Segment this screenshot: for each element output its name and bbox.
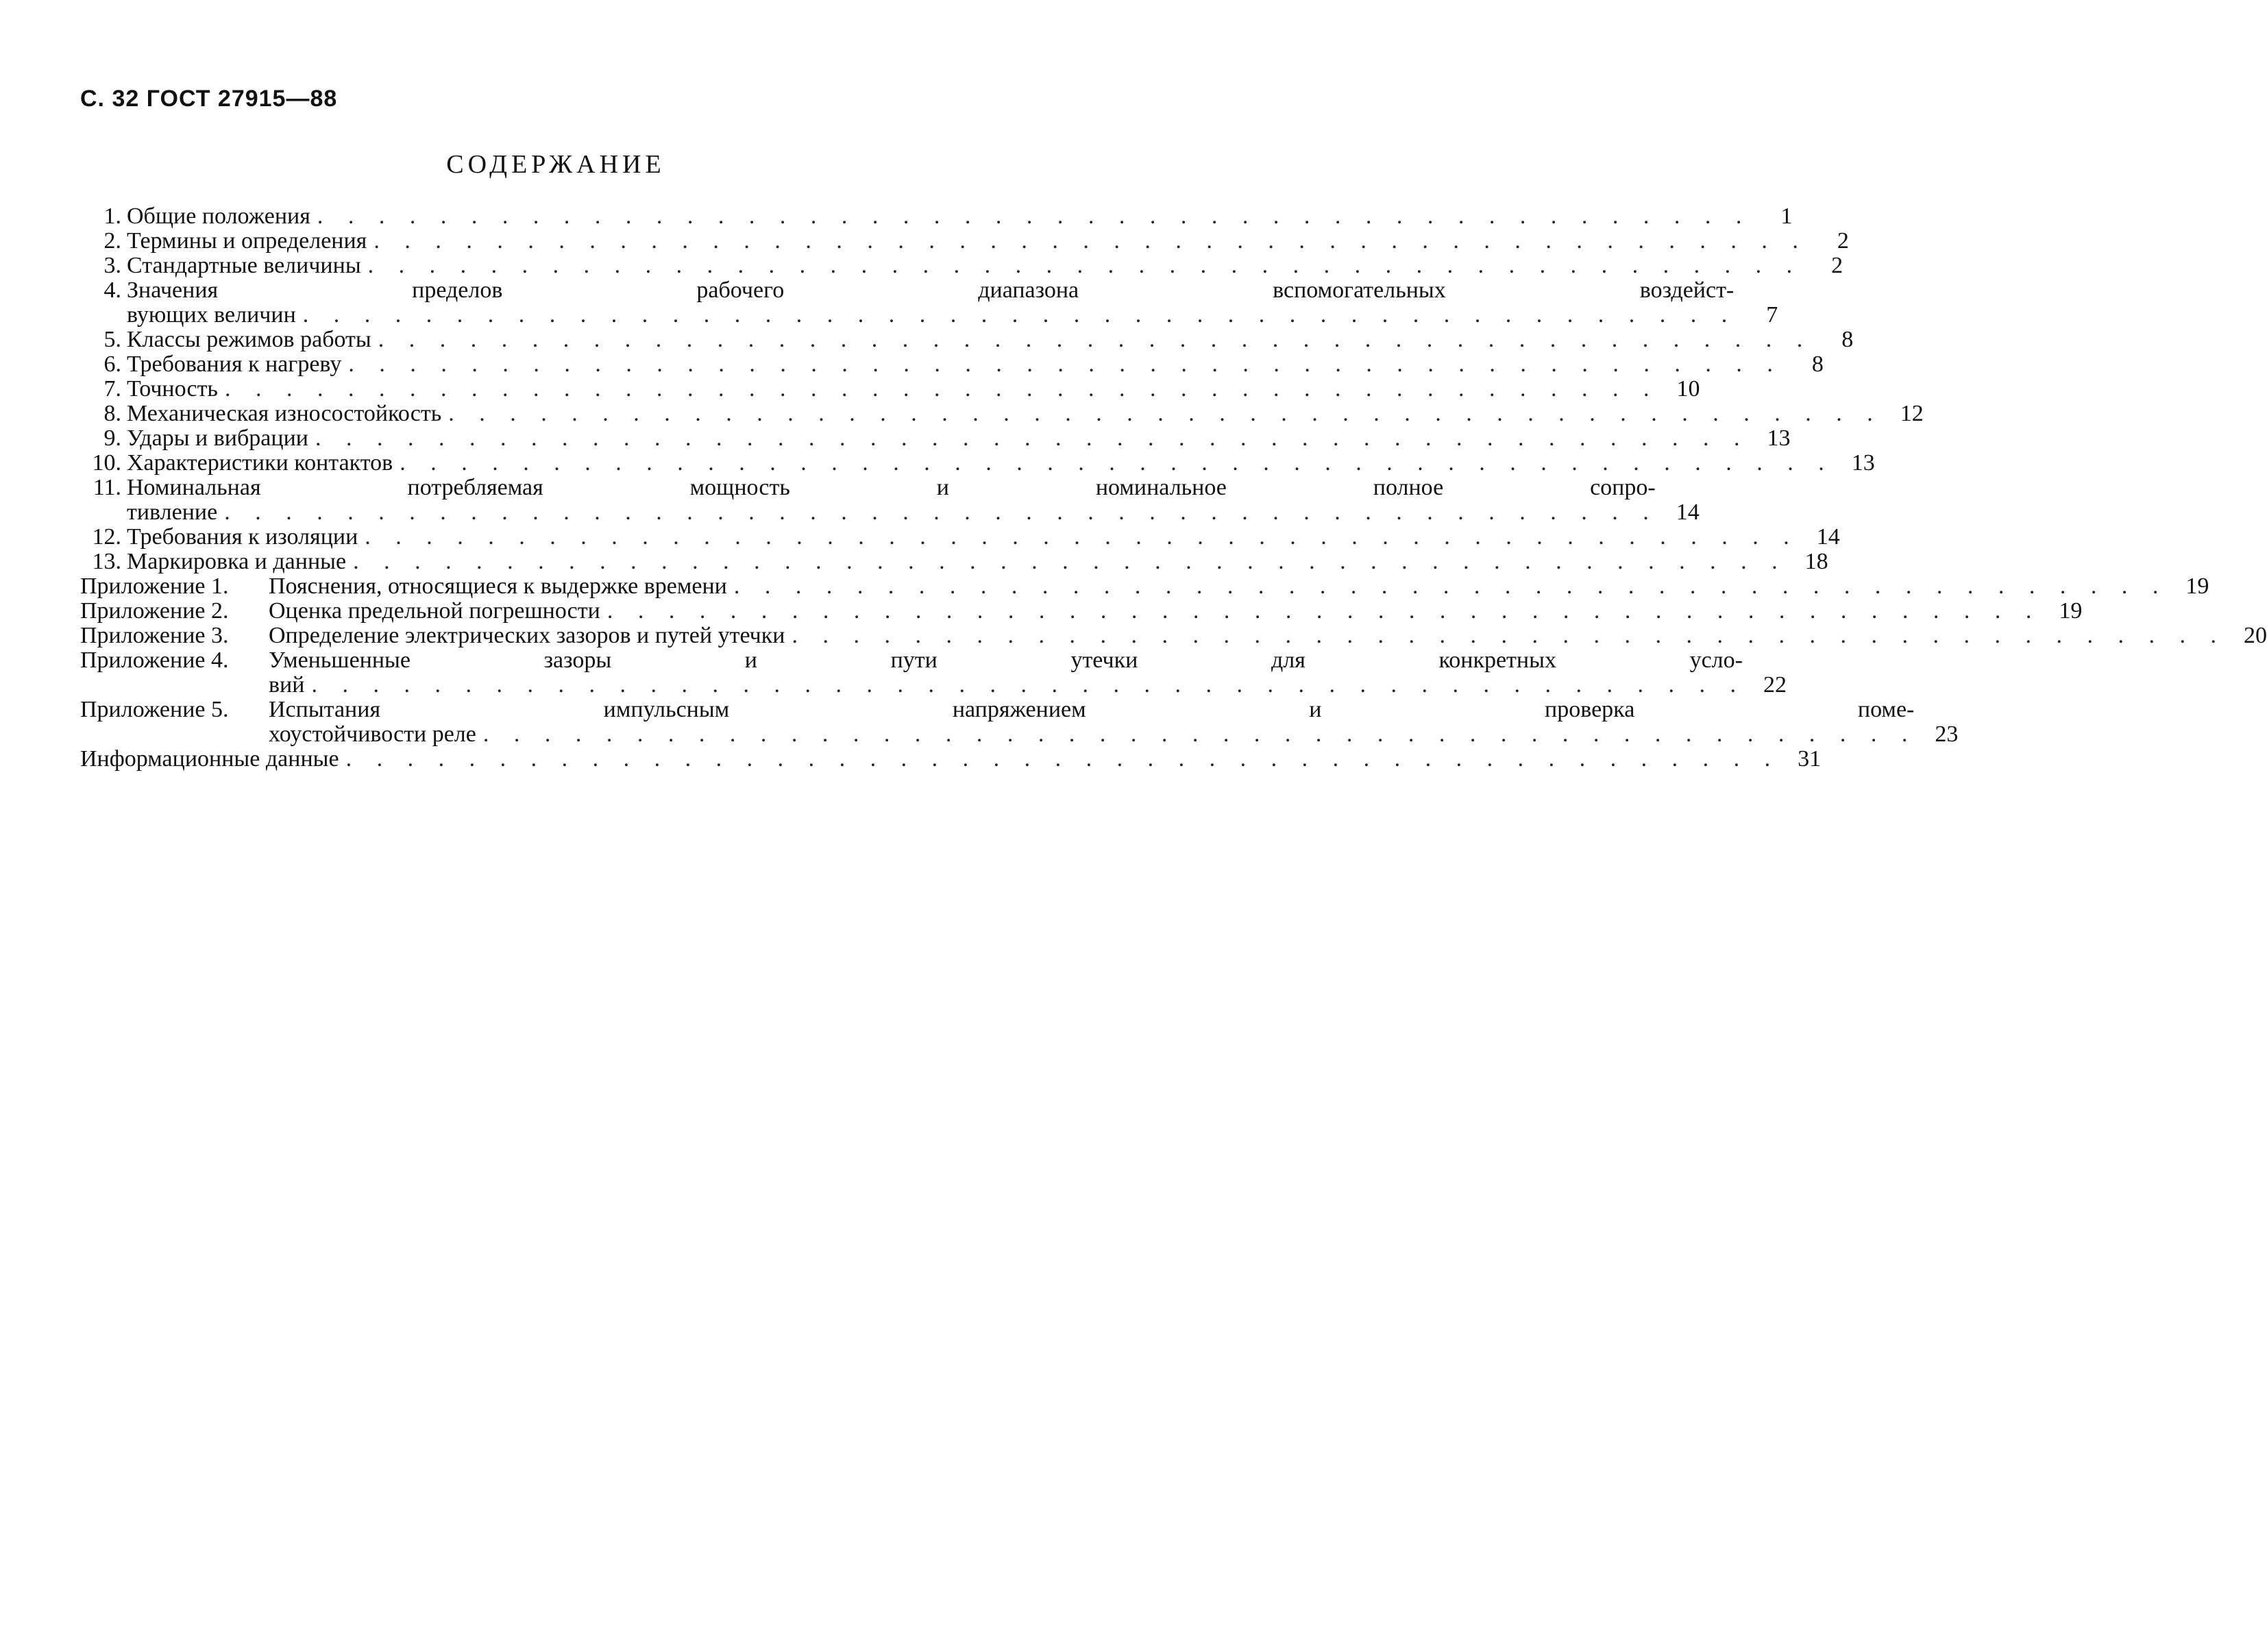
toc-entry-title-continuation: тивление xyxy=(127,500,218,525)
toc-entry[interactable] xyxy=(80,204,1793,229)
toc-appendix-entry[interactable] xyxy=(80,697,1959,747)
appendix-title-continuation: хоустойчивости реле xyxy=(269,722,476,747)
toc-entry-title: Общие положения xyxy=(127,204,310,229)
appendix-page: 22 xyxy=(1763,672,1787,698)
page-header: С. 32 ГОСТ 27915—88 xyxy=(80,86,338,112)
toc-entry-page: 7 xyxy=(1766,302,1778,328)
toc-entry-title: Характеристики контактов xyxy=(127,450,393,476)
toc-entry-number: 12. xyxy=(92,524,121,550)
toc-entry-page: 1 xyxy=(1780,204,1793,229)
appendix-title-line: Испытания импульсным напряжением и проверка поме- xyxy=(269,697,1915,722)
toc-entry-page: 8 xyxy=(1811,352,1824,377)
toc-entry[interactable] xyxy=(80,475,1700,525)
toc-entry-page: 10 xyxy=(1676,376,1700,402)
toc-entry[interactable] xyxy=(80,401,1924,426)
toc-entry-number: 9. xyxy=(103,426,121,451)
toc-entry-number: 11. xyxy=(93,475,121,500)
appendix-label: Приложение 4. xyxy=(80,648,229,673)
toc-entry-title: Классы режимов работы xyxy=(127,327,371,352)
info-title: Информационные данные xyxy=(80,746,339,772)
toc-appendix-entry[interactable] xyxy=(80,598,2083,624)
dot-leader: . . . . . . . . . . . . . . . . . . . . . . . . . . . . . . . . . . . . . . . . . . . . . . . xyxy=(302,302,1737,328)
toc-entry-number: 13. xyxy=(92,549,121,574)
toc-entry[interactable] xyxy=(80,376,1700,402)
dot-leader: . . . . . . . . . . . . . . . . . . . . . . . . . . . . . . . . . . . . . . . . . . . . . . . xyxy=(606,598,2042,624)
toc-entry-title: Удары и вибрации xyxy=(127,426,308,451)
toc-entry-title-continuation: вующих величин xyxy=(127,302,296,328)
toc-entry-number: 4. xyxy=(103,278,121,303)
contents-title: СОДЕРЖАНИЕ xyxy=(446,150,665,179)
table-of-contents xyxy=(80,204,2267,772)
toc-entry[interactable] xyxy=(80,228,1849,254)
dot-leader: . . . . . . . . . . . . . . . . . . . . . . . . . . . . . . . . . . . . . . . . . . . . . . . xyxy=(400,450,1834,476)
dot-leader: . . . . . . . . . . . . . . . . . . . . . . . . . . . . . . . . . . . . . . . . . . . . . . . xyxy=(378,327,1813,352)
appendix-label: Приложение 1. xyxy=(80,574,229,599)
dot-leader: . . . . . . . . . . . . . . . . . . . . . . . . . . . . . . . . . . . . . . . . . . . . . . . xyxy=(353,549,1787,574)
toc-entry-title: Маркировка и данные xyxy=(127,549,347,574)
toc-entry[interactable] xyxy=(80,278,1778,328)
appendix-page: 19 xyxy=(2059,598,2083,624)
info-page: 31 xyxy=(1798,746,1822,772)
toc-entry[interactable] xyxy=(80,253,1843,278)
toc-entry-title: Требования к изоляции xyxy=(127,524,358,550)
toc-entry-title: Требования к нагреву xyxy=(127,352,342,377)
toc-entry-number: 8. xyxy=(103,401,121,426)
toc-entry-number: 1. xyxy=(103,204,121,229)
toc-info-entry[interactable] xyxy=(80,746,1822,772)
dot-leader: . . . . . . . . . . . . . . . . . . . . . . . . . . . . . . . . . . . . . . . . . . . . . . . xyxy=(317,204,1752,229)
toc-entry[interactable] xyxy=(80,524,1840,550)
dot-leader: . . . . . . . . . . . . . . . . . . . . . . . . . . . . . . . . . . . . . . . . . . . . . . . xyxy=(224,376,1659,402)
toc-entry-page: 13 xyxy=(1851,450,1875,476)
appendix-page: 19 xyxy=(2185,574,2209,599)
dot-leader: . . . . . . . . . . . . . . . . . . . . . . . . . . . . . . . . . . . . . . . . . . . . . . . xyxy=(311,672,1745,698)
dot-leader: . . . . . . . . . . . . . . . . . . . . . . . . . . . . . . . . . . . . . . . . . . . . . . . xyxy=(345,746,1780,772)
toc-entry[interactable] xyxy=(80,549,1828,574)
toc-entry-title-line: Значения пределов рабочего диапазона вспомогательных воздейст- xyxy=(127,278,1735,303)
toc-entry-title: Стандартные величины xyxy=(127,253,361,278)
toc-entry[interactable] xyxy=(80,426,1791,451)
dot-leader: . . . . . . . . . . . . . . . . . . . . . . . . . . . . . . . . . . . . . . . . . . . . . . . xyxy=(315,426,1750,451)
toc-entry-page: 13 xyxy=(1767,426,1791,451)
dot-leader: . . . . . . . . . . . . . . . . . . . . . . . . . . . . . . . . . . . . . . . . . . . . . . . xyxy=(224,500,1658,525)
toc-entry-page: 2 xyxy=(1831,253,1843,278)
appendix-title: Пояснения, относящиеся к выдержке времени xyxy=(269,574,727,599)
appendix-title-line: Уменьшенные зазоры и пути утечки для конкретных усло- xyxy=(269,648,1743,673)
dot-leader: . . . . . . . . . . . . . . . . . . . . . . . . . . . . . . . . . . . . . . . . . . . . . . . xyxy=(367,253,1802,278)
appendix-title-continuation: вий xyxy=(269,672,305,698)
toc-entry-page: 14 xyxy=(1816,524,1840,550)
dot-leader: . . . . . . . . . . . . . . . . . . . . . . . . . . . . . . . . . . . . . . . . . . . . . . . xyxy=(373,228,1808,254)
toc-entry-page: 12 xyxy=(1900,401,1924,426)
dot-leader: . . . . . . . . . . . . . . . . . . . . . . . . . . . . . . . . . . . . . . . . . . . . . . . xyxy=(482,722,1917,747)
dot-leader: . . . . . . . . . . . . . . . . . . . . . . . . . . . . . . . . . . . . . . . . . . . . . . . xyxy=(792,623,2226,648)
toc-entry[interactable] xyxy=(80,450,1875,476)
toc-entry[interactable] xyxy=(80,327,1854,352)
appendix-page: 23 xyxy=(1935,722,1959,747)
appendix-label: Приложение 3. xyxy=(80,623,229,648)
toc-entry-page: 18 xyxy=(1804,549,1828,574)
toc-entry-number: 10. xyxy=(92,450,121,476)
dot-leader: . . . . . . . . . . . . . . . . . . . . . . . . . . . . . . . . . . . . . . . . . . . . . . . xyxy=(365,524,1799,550)
dot-leader: . . . . . . . . . . . . . . . . . . . . . . . . . . . . . . . . . . . . . . . . . . . . . . . xyxy=(348,352,1782,377)
toc-entry-number: 5. xyxy=(103,327,121,352)
appendix-label: Приложение 2. xyxy=(80,598,229,624)
toc-entry-title-line: Номинальная потребляемая мощность и номинальное полное сопро- xyxy=(127,475,1656,500)
toc-appendix-entry[interactable] xyxy=(80,623,2267,648)
toc-entry-number: 2. xyxy=(103,228,121,254)
dot-leader: . . . . . . . . . . . . . . . . . . . . . . . . . . . . . . . . . . . . . . . . . . . . . . . xyxy=(733,574,2168,599)
toc-entry[interactable] xyxy=(80,352,1824,377)
toc-entry-page: 2 xyxy=(1837,228,1849,254)
toc-entry-number: 7. xyxy=(103,376,121,402)
dot-leader: . . . . . . . . . . . . . . . . . . . . . . . . . . . . . . . . . . . . . . . . . . . . . . . xyxy=(448,401,1883,426)
appendix-page: 20 xyxy=(2244,623,2267,648)
toc-appendix-entry[interactable] xyxy=(80,574,2209,599)
toc-entry-title: Точность xyxy=(127,376,218,402)
toc-entry-title: Механическая износостойкость xyxy=(127,401,442,426)
toc-entry-title: Термины и определения xyxy=(127,228,367,254)
toc-entry-number: 6. xyxy=(103,352,121,377)
toc-entry-page: 14 xyxy=(1676,500,1700,525)
appendix-label: Приложение 5. xyxy=(80,697,229,722)
appendix-title: Определение электрических зазоров и путей утечки xyxy=(269,623,785,648)
toc-entry-number: 3. xyxy=(103,253,121,278)
appendix-title: Оценка предельной погрешности xyxy=(269,598,600,624)
toc-appendix-entry[interactable] xyxy=(80,648,1787,698)
toc-entry-page: 8 xyxy=(1841,327,1854,352)
